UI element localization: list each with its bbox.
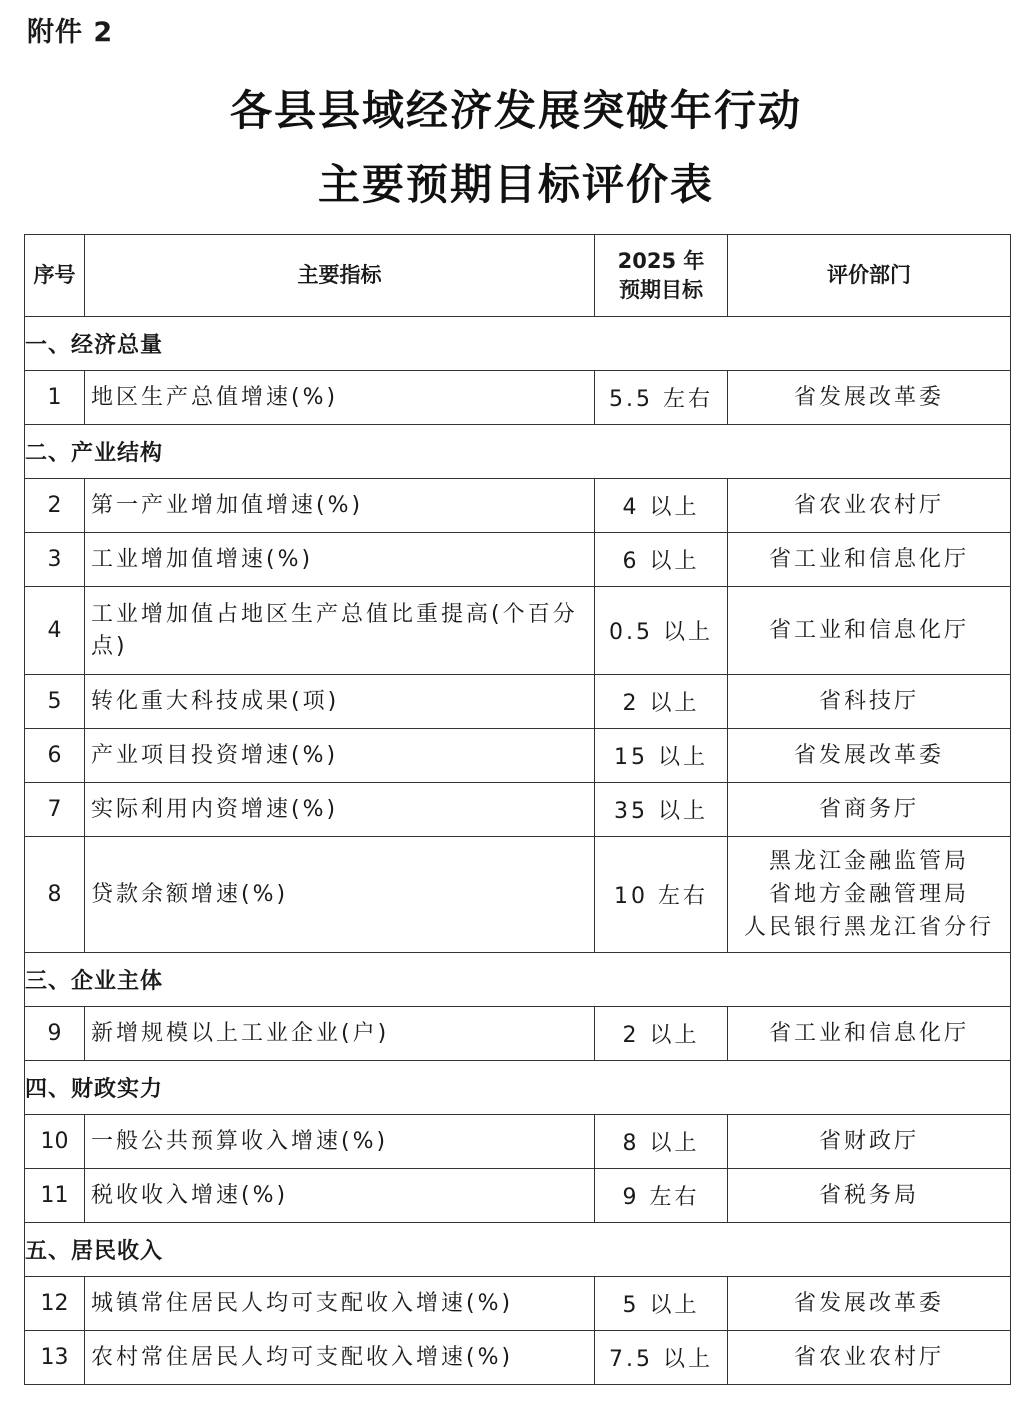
evaluation-table [24, 234, 1011, 1385]
table-row [25, 675, 1011, 729]
row-number: 7 [25, 783, 85, 837]
department-name: 省商务厅 [818, 797, 919, 822]
department-name: 省发展改革委 [793, 385, 944, 410]
section-row [25, 1061, 1011, 1115]
section-title: 四、财政实力 [25, 1061, 1011, 1115]
department-name: 省地方金融管理局 [768, 882, 969, 907]
table-row [25, 1277, 1011, 1331]
row-indicator: 转化重大科技成果(项) [85, 675, 595, 729]
page-title-line1: 各县县域经济发展突破年行动 [229, 86, 802, 135]
row-target: 4 以上 [595, 479, 728, 533]
row-number: 6 [25, 729, 85, 783]
row-indicator: 实际利用内资增速(%) [85, 783, 595, 837]
row-indicator: 城镇常住居民人均可支配收入增速(%) [85, 1277, 595, 1331]
row-target: 7.5 以上 [595, 1331, 728, 1385]
department-name: 省税务局 [818, 1183, 919, 1208]
table-row [25, 533, 1011, 587]
department-name: 省发展改革委 [793, 743, 944, 768]
department-name: 黑龙江金融监管局 [768, 849, 969, 874]
section-title: 一、经济总量 [25, 317, 1011, 371]
header-dept: 评价部门 [728, 235, 1011, 317]
table-row [25, 1169, 1011, 1223]
row-indicator: 一般公共预算收入增速(%) [85, 1115, 595, 1169]
row-target: 10 左右 [595, 837, 728, 953]
row-target: 35 以上 [595, 783, 728, 837]
row-target: 2 以上 [595, 675, 728, 729]
row-department [728, 1169, 1011, 1223]
table-row [25, 371, 1011, 425]
row-department [728, 837, 1011, 953]
row-indicator: 第一产业增加值增速(%) [85, 479, 595, 533]
page-title-line2: 主要预期目标评价表 [317, 160, 714, 209]
row-department [728, 1277, 1011, 1331]
row-number: 12 [25, 1277, 85, 1331]
row-department [728, 1115, 1011, 1169]
row-number: 11 [25, 1169, 85, 1223]
section-row [25, 953, 1011, 1007]
row-number: 10 [25, 1115, 85, 1169]
department-name: 省工业和信息化厅 [768, 547, 969, 572]
table-row [25, 729, 1011, 783]
department-name: 省工业和信息化厅 [768, 1021, 969, 1046]
row-department [728, 675, 1011, 729]
row-indicator: 工业增加值增速(%) [85, 533, 595, 587]
section-row [25, 1223, 1011, 1277]
header-indicator: 主要指标 [85, 235, 595, 317]
department-name: 省农业农村厅 [793, 493, 944, 518]
header-row [25, 235, 1011, 317]
table-row [25, 837, 1011, 953]
row-department [728, 533, 1011, 587]
row-number: 1 [25, 371, 85, 425]
row-indicator: 贷款余额增速(%) [85, 837, 595, 953]
table-row [25, 1115, 1011, 1169]
header-num: 序号 [25, 235, 85, 317]
header-target [595, 235, 728, 317]
header-target-line1: 2025 年 [617, 249, 705, 274]
table-row [25, 783, 1011, 837]
row-number: 13 [25, 1331, 85, 1385]
row-department [728, 1331, 1011, 1385]
row-department [728, 783, 1011, 837]
row-number: 5 [25, 675, 85, 729]
row-number: 8 [25, 837, 85, 953]
row-indicator: 税收收入增速(%) [85, 1169, 595, 1223]
section-row [25, 317, 1011, 371]
table-row [25, 479, 1011, 533]
attachment-label: 附件 2 [27, 17, 114, 48]
row-indicator: 农村常住居民人均可支配收入增速(%) [85, 1331, 595, 1385]
row-number: 3 [25, 533, 85, 587]
table-row [25, 1331, 1011, 1385]
row-indicator: 地区生产总值增速(%) [85, 371, 595, 425]
row-number: 2 [25, 479, 85, 533]
department-name: 省工业和信息化厅 [768, 618, 969, 643]
header-target-line2: 预期目标 [619, 277, 703, 302]
section-title: 二、产业结构 [25, 425, 1011, 479]
table-row [25, 1007, 1011, 1061]
row-target: 2 以上 [595, 1007, 728, 1061]
row-target: 5 以上 [595, 1277, 728, 1331]
row-department [728, 587, 1011, 675]
section-title: 五、居民收入 [25, 1223, 1011, 1277]
row-department [728, 729, 1011, 783]
department-name: 省财政厅 [818, 1129, 919, 1154]
row-target: 5.5 左右 [595, 371, 728, 425]
row-target: 9 左右 [595, 1169, 728, 1223]
department-name: 人民银行黑龙江省分行 [743, 915, 994, 940]
row-indicator: 产业项目投资增速(%) [85, 729, 595, 783]
table-row [25, 587, 1011, 675]
row-number: 4 [25, 587, 85, 675]
department-name: 省科技厅 [818, 689, 919, 714]
department-name: 省农业农村厅 [793, 1345, 944, 1370]
row-target: 15 以上 [595, 729, 728, 783]
row-indicator: 工业增加值占地区生产总值比重提高(个百分点) [85, 587, 595, 675]
row-department [728, 371, 1011, 425]
row-department [728, 1007, 1011, 1061]
section-title: 三、企业主体 [25, 953, 1011, 1007]
row-indicator: 新增规模以上工业企业(户) [85, 1007, 595, 1061]
row-number: 9 [25, 1007, 85, 1061]
row-target: 8 以上 [595, 1115, 728, 1169]
department-name: 省发展改革委 [793, 1291, 944, 1316]
row-department [728, 479, 1011, 533]
row-target: 0.5 以上 [595, 587, 728, 675]
section-row [25, 425, 1011, 479]
row-target: 6 以上 [595, 533, 728, 587]
